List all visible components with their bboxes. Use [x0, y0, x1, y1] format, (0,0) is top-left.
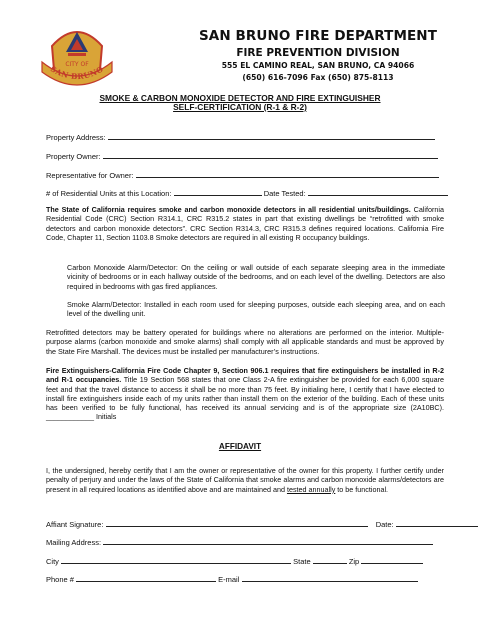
form-title-line1: SMOKE & CARBON MONOXIDE DETECTOR AND FIRE EXTINGUISHER: [99, 93, 381, 103]
affiant-date-label: Date:: [375, 520, 394, 529]
city-input[interactable]: [61, 555, 291, 564]
logo-city-text: CITY OF: [65, 61, 89, 68]
department-name: SAN BRUNO FIRE DEPARTMENT: [198, 28, 438, 44]
affidavit-text-b: to be functional.: [335, 484, 389, 494]
logo-name-text: SAN BRUNO: [48, 64, 106, 82]
fire-extinguisher-bold: Fire Extinguishers-California Fire Code Chapter 9, Section 906.1 requires that fire extinguishers be installed in R-2 and R-1 occupancies.: [46, 366, 444, 385]
zip-input[interactable]: [361, 555, 423, 564]
phone-email-row: [46, 573, 418, 584]
smoke-alarm-paragraph: Smoke Alarm/Detector: Installed in each room used for sleeping purposes, outside each sleeping area, and on each level of the dwelling unit.: [67, 300, 445, 319]
affidavit-tested-annually: tested annually: [286, 484, 336, 494]
city-label: City: [46, 557, 59, 566]
state-requirements-paragraph: [46, 205, 444, 242]
co-alarm-paragraph: Carbon Monoxide Alarm/Detector: On the ceiling or wall outside of each separate sleeping area in the immediate vicinity of bedrooms or in each hallway outside of the bedrooms, and on each level of the dwelling. Detectors are also required in bedrooms with gas fired appliances.: [67, 263, 445, 291]
retrofit-paragraph: Retrofitted detectors may be battery operated for buildings where no alterations are performed on the interior. Multiple-purpose alarms (carbon monoxide and smoke alarms) shall comply with all applicable standards and must be approved by the State Fire Marshall. The devices must be installed per manufacturer’s instructions.: [46, 328, 444, 356]
units-input[interactable]: [174, 187, 262, 196]
representative-row: [46, 169, 439, 180]
city-state-zip-row: [46, 555, 423, 566]
department-phone-fax: (650) 616-7096 Fax (650) 875-8113: [242, 73, 394, 82]
property-address-input[interactable]: [108, 131, 435, 140]
date-tested-input[interactable]: [308, 187, 448, 196]
email-label: E-mail: [218, 575, 240, 584]
property-address-row: [46, 131, 435, 142]
affiant-signature-label: Affiant Signature:: [46, 520, 104, 529]
representative-input[interactable]: [136, 169, 439, 178]
affidavit-heading: AFFIDAVIT: [218, 442, 262, 451]
department-address: 555 EL CAMINO REAL, SAN BRUNO, CA 94066: [221, 61, 415, 70]
affidavit-text-a: I, the undersigned, hereby certify that I am the owner or representative of the owner for this property. I further certify under penalty of perjury and under the laws of the State of California that smoke alarms and carbon monoxide alarms/detectors are present in all required locations as identified above and are maintained and: [46, 466, 444, 494]
property-owner-input[interactable]: [103, 150, 438, 159]
date-tested-label: Date Tested:: [263, 189, 306, 198]
fire-extinguisher-text: Title 19 Section 568 states that one Class 2-A fire extinguisher be provided for each 6,000 square feet and that the travel distance to access it shall be no more than 75 feet. By initialing here, I certify that I have elected to install fire extinguishers inside each of my units rather than install them on the exterior of the building. Each of these units has been verified to be fully functional, has received its annual servicing and is of the appropriate size (2A10BC). ____________ Initials: [46, 375, 444, 422]
state-requirements-text: California Residential Code (CRC) Section R314.1, CRC R315.2 states in part that existing dwellings be “retrofitted with smoke detectors and carbon monoxide detectors”. CRC Section R314.3, CRC R315.3 defines required locations. California Fire Code, Chapter 11, Section 1103.8 Smoke detectors are required in all existing R occupancy buildings.: [46, 205, 444, 242]
phone-input[interactable]: [76, 573, 216, 582]
city-seal-logo: [30, 26, 124, 88]
representative-label: Representative for Owner:: [46, 171, 134, 180]
affidavit-paragraph: [46, 466, 444, 494]
mailing-row: [46, 536, 433, 547]
affiant-date-input[interactable]: [396, 518, 478, 527]
zip-label: Zip: [348, 557, 360, 566]
fire-extinguisher-paragraph: [46, 366, 444, 422]
property-address-label: Property Address:: [46, 133, 106, 142]
state-input[interactable]: [313, 555, 347, 564]
phone-label: Phone #: [46, 575, 74, 584]
affiant-signature-input[interactable]: [106, 518, 368, 527]
property-owner-row: [46, 150, 438, 161]
state-label: State: [293, 557, 311, 566]
form-title-line2: SELF-CERTIFICATION (R-1 & R-2): [173, 102, 307, 112]
state-requirements-bold: The State of California requires smoke and carbon monoxide detectors in all residential units/buildings.: [46, 205, 411, 214]
units-row: [46, 187, 448, 198]
division-name: FIRE PREVENTION DIVISION: [236, 47, 400, 59]
affiant-row: [46, 518, 478, 529]
email-input[interactable]: [242, 573, 418, 582]
property-owner-label: Property Owner:: [46, 152, 101, 161]
mailing-address-input[interactable]: [103, 536, 433, 545]
mailing-address-label: Mailing Address:: [46, 538, 102, 547]
units-label: # of Residential Units at this Location:: [46, 189, 172, 198]
